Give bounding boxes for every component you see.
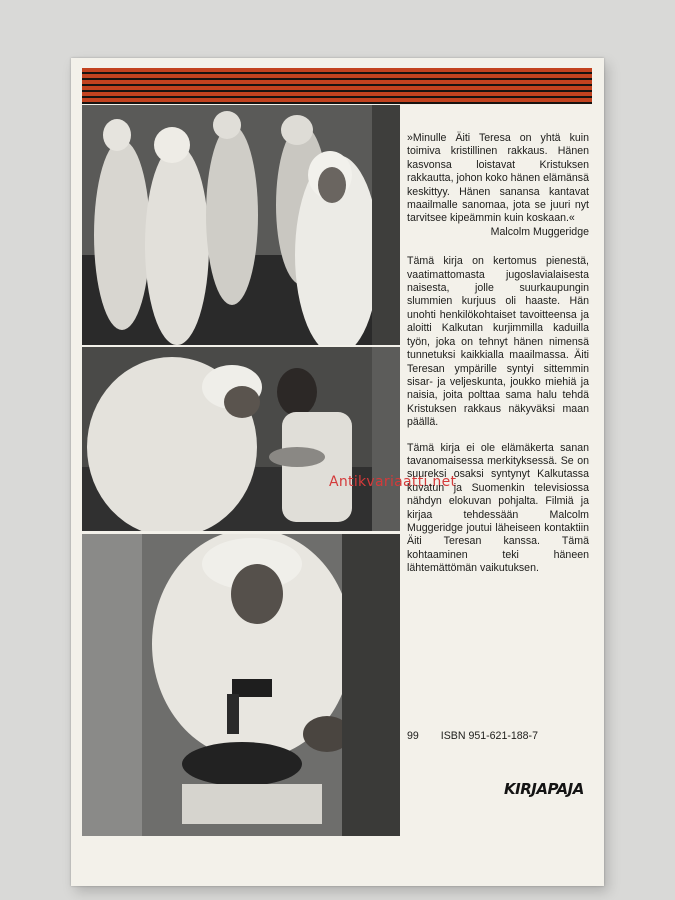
book-meta xyxy=(407,730,592,742)
decorative-stripes xyxy=(82,68,592,104)
isbn-number: ISBN 951-621-188-7 xyxy=(440,730,538,742)
watermark-text: Antikvariaatti.net xyxy=(329,474,457,490)
photo-feeding-child xyxy=(82,347,400,531)
description-paragraph-1: Tämä kirja on kertomus pienestä, vaatimattomasta jugoslavialaisesta naisesta, jolle suurkaupungin slummien kurjuus oli haaste. Hän unohti henkilökohtaiset tavoitteensa ja aloitti Kalkutan kurjimmilla kaduilla työn, joka on tehnyt hänen nimensä tunnetuksi kaikkialla maailmassa. Äiti Teresan ympärille syntyi sittemmin sisar- ja veljeskunta, joukko miehiä ja naisia, joita polttaa sama halu tehdä Kristuksen rakkaus näkyväksi maan päällä. xyxy=(407,255,589,429)
blurb-text xyxy=(407,132,589,576)
description-paragraph-2: Tämä kirja ei ole elämäkerta sanan tavanomaisessa merkityksessä. Se on suureksi osaksi syntynyt Kalkutassa kuvatun ja Suomenkin televisiossa nähdyn elokuvan pohjalta. Filmiä ja kirjaa tehdessään Malcolm Muggeridge joutui läheiseen kontaktiin Äiti Teresan kanssa. Tämä kohtaaminen teki häneen lähtemättömän vaikutuksen. xyxy=(407,441,589,575)
publisher-logo: KIRJAPAJA xyxy=(504,780,584,798)
quote-author: Malcolm Muggeridge xyxy=(490,225,589,238)
photo-hammering xyxy=(82,534,400,836)
photo-nuns-praying xyxy=(82,105,400,345)
quote-text: »Minulle Äiti Teresa on yhtä kuin toimiva kristillinen rakkaus. Hänen kasvonsa loistavat Kristuksen rakkautta, johon koko hänen elämänsä keskittyy. Hänen sanansa kantavat maailmalle sanomaa, jota se juuri nyt tarvitsee kipeämmin kuin koskaan.« xyxy=(407,132,589,225)
price-code: 99 xyxy=(407,730,419,742)
